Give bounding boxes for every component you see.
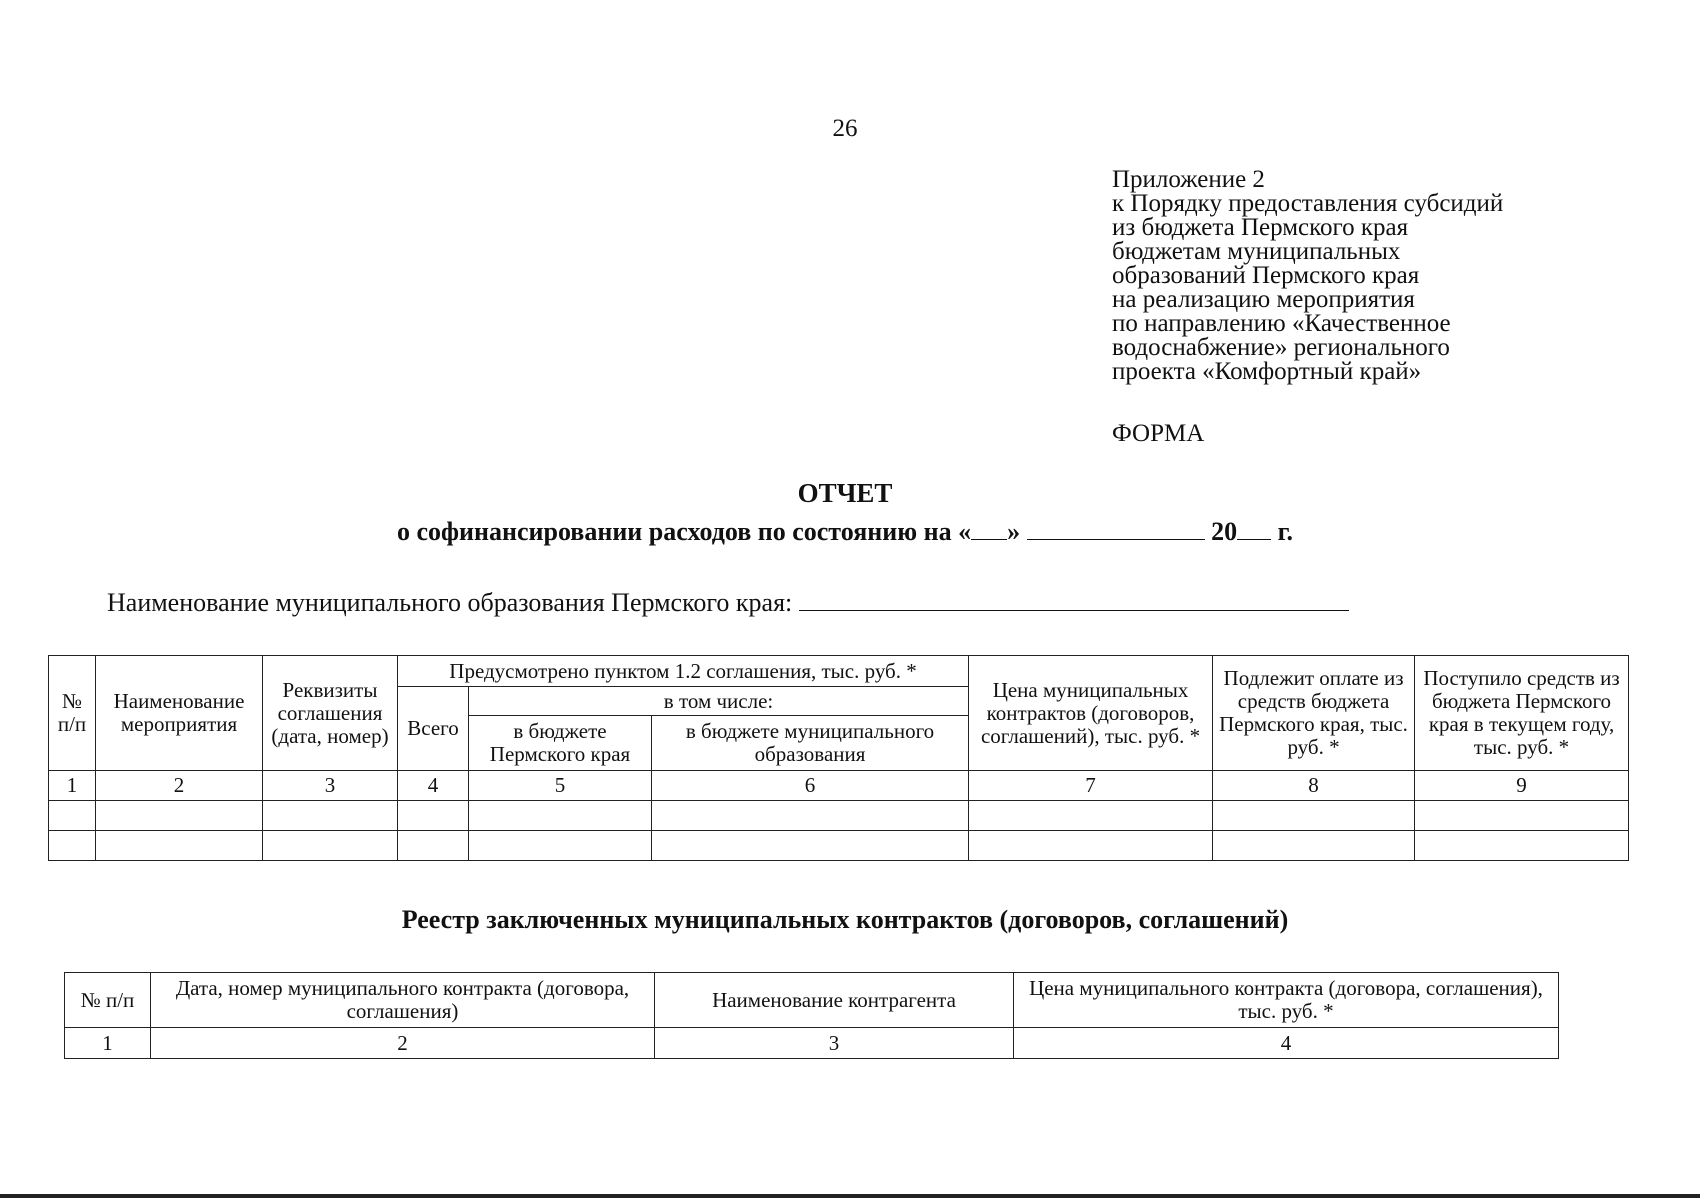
appendix-line: по направлению «Качественное <box>1112 310 1451 337</box>
subtitle-mid: » <box>1007 517 1021 546</box>
column-number: 4 <box>398 771 469 801</box>
column-number: 4 <box>1014 1028 1559 1059</box>
empty-cell <box>49 831 96 861</box>
empty-cell <box>96 801 263 831</box>
appendix-line: водоснабжение» регионального <box>1112 334 1450 361</box>
empty-cell <box>398 801 469 831</box>
column-number: 2 <box>96 771 263 801</box>
registry-table <box>64 972 1559 1059</box>
subtitle-suffix: г. <box>1277 517 1293 546</box>
empty-cell <box>969 801 1213 831</box>
empty-cell <box>1415 831 1629 861</box>
empty-cell <box>969 831 1213 861</box>
column-number: 1 <box>49 771 96 801</box>
page-bottom-border <box>0 1194 1700 1198</box>
form-label: ФОРМА <box>1112 420 1205 447</box>
header-received: Поступило средств из бюджета Пермского края в текущем году, тыс. руб. * <box>1415 656 1629 771</box>
column-number-row <box>49 771 1629 801</box>
empty-cell <box>49 801 96 831</box>
column-number: 5 <box>469 771 652 801</box>
empty-row <box>49 831 1629 861</box>
registry-column-number-row <box>65 1028 1559 1059</box>
column-number: 6 <box>652 771 969 801</box>
appendix-line: на реализацию мероприятия <box>1112 286 1415 313</box>
municipality-blank <box>799 609 1349 611</box>
header-contract-price: Цена муниципальных контрактов (договоров, соглашений), тыс. руб. * <box>969 656 1213 771</box>
column-number: 7 <box>969 771 1213 801</box>
registry-header-num: № п/п <box>65 973 151 1028</box>
empty-row <box>49 801 1629 831</box>
report-subtitle <box>0 517 1690 547</box>
empty-cell <box>1213 801 1415 831</box>
empty-cell <box>652 801 969 831</box>
appendix-block <box>1112 168 1503 384</box>
appendix-line: из бюджета Пермского края <box>1112 214 1409 241</box>
subtitle-year: 20 <box>1211 517 1238 546</box>
year-blank <box>1237 538 1271 540</box>
report-title: ОТЧЕТ <box>797 478 893 508</box>
header-total: Всего <box>398 687 469 771</box>
header-including: в том числе: <box>469 687 969 716</box>
appendix-line: бюджетам муниципальных <box>1112 238 1401 265</box>
appendix-line: Приложение 2 <box>1112 166 1265 193</box>
municipality-label: Наименование муниципального образования Пермского края: <box>107 588 793 617</box>
column-number: 8 <box>1213 771 1415 801</box>
header-to-pay: Подлежит оплате из средств бюджета Пермского края, тыс. руб. * <box>1213 656 1415 771</box>
month-blank <box>1027 538 1205 540</box>
subtitle-prefix: о софинансировании расходов по состоянию на « <box>397 517 972 546</box>
cofinancing-table <box>48 655 1629 861</box>
municipality-line <box>107 588 1349 618</box>
registry-header-counterparty: Наименование контрагента <box>655 973 1014 1028</box>
day-blank <box>971 538 1007 540</box>
appendix-line: образований Пермского края <box>1112 262 1420 289</box>
column-number: 1 <box>65 1028 151 1059</box>
column-number: 3 <box>263 771 398 801</box>
appendix-line: проекта «Комфортный край» <box>1112 358 1422 385</box>
column-number: 2 <box>151 1028 655 1059</box>
header-event-name: Наименование мероприятия <box>96 656 263 771</box>
header-municipal-budget: в бюджете муниципального образования <box>652 716 969 771</box>
column-number: 9 <box>1415 771 1629 801</box>
page-number: 26 <box>832 115 858 142</box>
header-requisites: Реквизиты соглашения (дата, номер) <box>263 656 398 771</box>
header-regional-budget: в бюджете Пермского края <box>469 716 652 771</box>
registry-header-date-number: Дата, номер муниципального контракта (договора, соглашения) <box>151 973 655 1028</box>
empty-cell <box>96 831 263 861</box>
empty-cell <box>469 831 652 861</box>
registry-header-price: Цена муниципального контракта (договора, соглашения), тыс. руб. * <box>1014 973 1559 1028</box>
empty-cell <box>1213 831 1415 861</box>
empty-cell <box>263 801 398 831</box>
empty-cell <box>469 801 652 831</box>
empty-cell <box>398 831 469 861</box>
empty-cell <box>652 831 969 861</box>
header-num: № п/п <box>49 656 96 771</box>
header-provided: Предусмотрено пунктом 1.2 соглашения, тыс. руб. * <box>398 656 969 687</box>
empty-cell <box>263 831 398 861</box>
empty-cell <box>1415 801 1629 831</box>
appendix-line: к Порядку предоставления субсидий <box>1112 190 1504 217</box>
registry-title: Реестр заключенных муниципальных контрактов (договоров, соглашений) <box>401 905 1289 934</box>
column-number: 3 <box>655 1028 1014 1059</box>
